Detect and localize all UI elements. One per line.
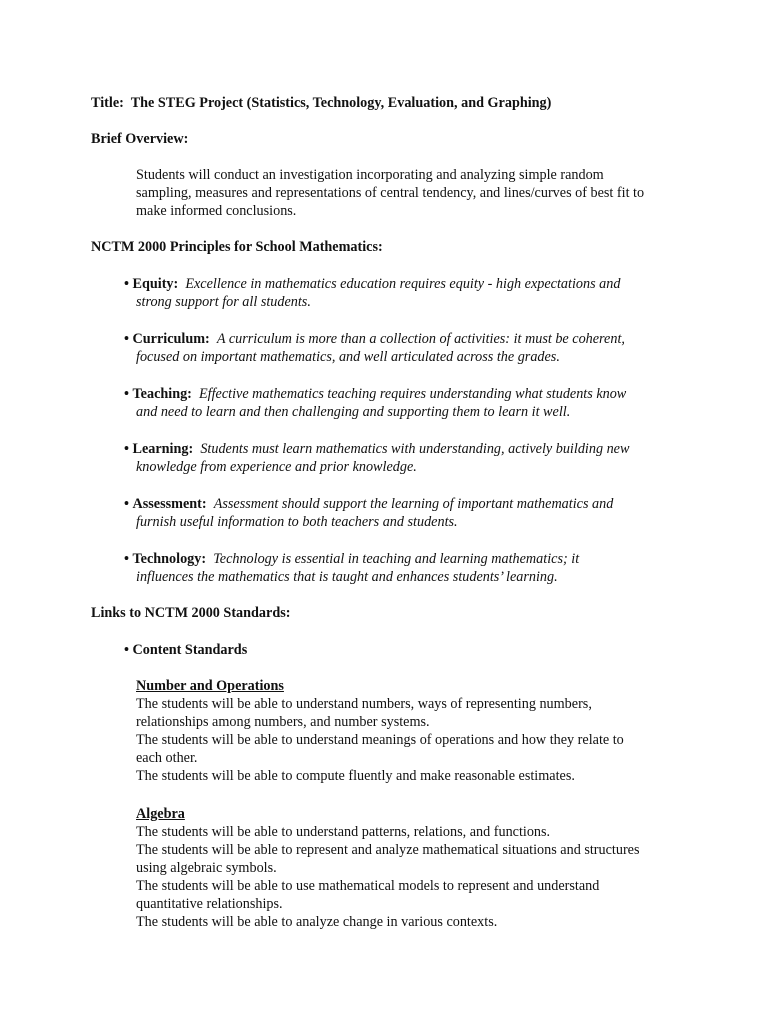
standard-line: The students will be able to understand meanings of operations and how they relate to (136, 732, 624, 748)
principle-curriculum (124, 330, 684, 366)
principle-term: Learning: (132, 441, 194, 457)
principle-text: Assessment should support the learning of important mathematics and (213, 496, 614, 512)
standard-line: relationships among numbers, and number systems. (136, 714, 430, 730)
principle-text: Students must learn mathematics with understanding, actively building new (200, 441, 630, 457)
standard-line: The students will be able to use mathematical models to represent and understand (136, 878, 600, 894)
standard-line: quantitative relationships. (136, 896, 283, 912)
principle-text-cont: focused on important mathematics, and well articulated across the grades. (136, 349, 560, 365)
principle-term: Assessment: (132, 496, 207, 512)
principles-heading: NCTM 2000 Principles for School Mathematics: (91, 239, 383, 255)
principle-text: Technology is essential in teaching and learning mathematics; it (213, 551, 580, 567)
content-standards-item (124, 641, 684, 659)
principle-text: A curriculum is more than a collection of activities: it must be coherent, (216, 331, 625, 347)
standard-line: The students will be able to represent and analyze mathematical situations and structures (136, 842, 640, 858)
overview-line: sampling, measures and representations of central tendency, and lines/curves of best fit to (136, 185, 645, 201)
principle-teaching (124, 385, 684, 421)
bullet-icon: • (124, 331, 129, 347)
number-operations-section (136, 677, 686, 785)
title-line (91, 94, 691, 112)
bullet-icon: • (124, 386, 129, 402)
standards-heading: Links to NCTM 2000 Standards: (91, 605, 291, 621)
title-label: Title: (91, 95, 124, 111)
content-standards-label: Content Standards (132, 642, 248, 658)
standard-line: each other. (136, 750, 198, 766)
principle-term: Technology: (132, 551, 207, 567)
overview-heading: Brief Overview: (91, 131, 189, 147)
principle-text-cont: influences the mathematics that is taught and enhances students’ learning. (136, 569, 558, 585)
principle-text-cont: furnish useful information to both teachers and students. (136, 514, 458, 530)
bullet-icon: • (124, 441, 129, 457)
principle-text-cont: and need to learn and then challenging and supporting them to learn it well. (136, 404, 571, 420)
principle-assessment (124, 495, 684, 531)
principle-technology (124, 550, 684, 586)
principle-text-cont: strong support for all students. (136, 294, 311, 310)
principle-term: Curriculum: (132, 331, 210, 347)
standard-line: The students will be able to understand patterns, relations, and functions. (136, 824, 551, 840)
principle-text-cont: knowledge from experience and prior knowledge. (136, 459, 417, 475)
standard-line: The students will be able to compute fluently and make reasonable estimates. (136, 768, 575, 784)
principle-text: Excellence in mathematics education requires equity - high expectations and (185, 276, 621, 292)
principle-text: Effective mathematics teaching requires understanding what students know (199, 386, 627, 402)
algebra-heading: Algebra (136, 806, 185, 822)
number-operations-heading: Number and Operations (136, 678, 284, 694)
bullet-icon: • (124, 496, 129, 512)
principle-equity (124, 275, 684, 311)
algebra-section (136, 805, 686, 931)
bullet-icon: • (124, 551, 129, 567)
principle-term: Teaching: (132, 386, 192, 402)
overview-paragraph (136, 166, 686, 220)
standard-line: The students will be able to understand numbers, ways of representing numbers, (136, 696, 592, 712)
principle-term: Equity: (132, 276, 179, 292)
standard-line: using algebraic symbols. (136, 860, 277, 876)
bullet-icon: • (124, 642, 129, 658)
overview-line: Students will conduct an investigation incorporating and analyzing simple random (136, 167, 604, 183)
principle-learning (124, 440, 684, 476)
bullet-icon: • (124, 276, 129, 292)
standard-line: The students will be able to analyze change in various contexts. (136, 914, 498, 930)
title-text: The STEG Project (Statistics, Technology, Evaluation, and Graphing) (130, 95, 552, 111)
overview-line: make informed conclusions. (136, 203, 297, 219)
